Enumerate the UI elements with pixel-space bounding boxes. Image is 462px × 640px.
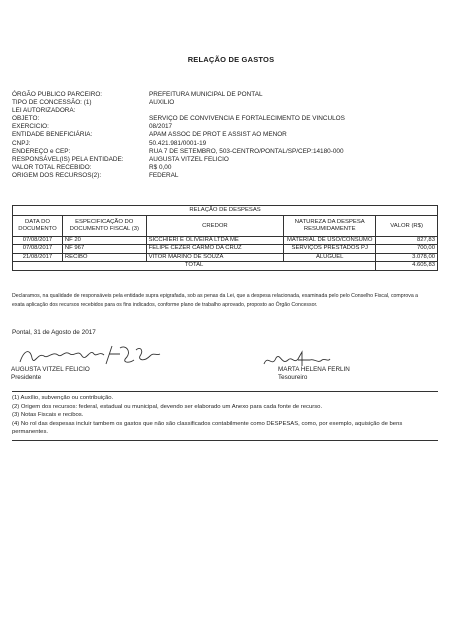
signature-area (0, 342, 462, 381)
info-value: 50.421.981/0001-19 (149, 139, 207, 147)
table-row (13, 245, 438, 253)
header-info (12, 91, 452, 180)
place-date: Pontal, 31 de Agosto de 2017 (12, 329, 96, 336)
signature-name-treasurer: MARTA HELENA FERLIN (278, 366, 350, 373)
info-row (12, 99, 452, 107)
table-row (13, 253, 438, 261)
table-row (13, 237, 438, 245)
total-label: TOTAL (13, 262, 376, 270)
cell-value: 3.078,00 (376, 253, 438, 261)
footnotes (12, 391, 438, 441)
column-header-nature: NATUREZA DA DESPESA RESUMIDAMENTE (284, 216, 376, 237)
info-value: AUGUSTA VITZEL FELICIO (149, 155, 229, 163)
footnote: (2) Origem dos recursos: federal, estadual ou municipal, devendo ser elaborado um Anexo para cada fonte de recurso. (12, 403, 323, 410)
document-title: RELAÇÃO DE GASTOS (187, 55, 275, 64)
footnote: (3) Notas Fiscais e recibos. (12, 412, 84, 419)
info-label: ENTIDADE BENEFICIÁRIA: (12, 131, 93, 139)
info-label: EXERCICIO: (12, 123, 49, 131)
table-total-row (13, 262, 438, 270)
info-value: PREFEITURA MUNICIPAL DE PONTAL (149, 91, 263, 98)
info-row (12, 172, 452, 180)
expenses-table (12, 205, 438, 271)
footnote: (4) No rol das despesas incluir tambem os gastos que não são classificados contabilmente como DESPESAS, como, por exemplo, aquisição de bens permanentes. (12, 420, 403, 436)
info-label: RESPONSÁVEL(IS) PELA ENTIDADE: (12, 155, 124, 163)
info-label: OBJETO: (12, 115, 40, 123)
column-header-value: VALOR (R$) (376, 216, 438, 237)
info-label: ÓRGÃO PUBLICO PARCEIRO: (12, 91, 103, 98)
info-value: AUXILIO (149, 99, 175, 107)
info-label: VALOR TOTAL RECEBIDO: (12, 163, 92, 171)
info-row (12, 115, 452, 123)
cell-document: NF 20 (62, 237, 146, 245)
cell-nature: SERVIÇOS PRESTADOS PJ (284, 245, 376, 253)
cell-document: RECIBO (62, 253, 146, 261)
column-header-date: DATA DO DOCUMENTO (13, 216, 63, 237)
total-value: 4.605,83 (376, 262, 438, 270)
info-row (12, 131, 452, 139)
cell-date: 21/08/2017 (13, 253, 63, 261)
column-header-document: ESPECIFICAÇÃO DO DOCUMENTO FISCAL (3) (62, 216, 146, 237)
info-row (12, 91, 452, 99)
info-value: R$ 0,00 (149, 163, 172, 171)
cell-nature: ALUGUEL (284, 253, 376, 261)
signature-role-president: Presidente (11, 374, 42, 381)
cell-creditor: FELIPE CEZER CARMO DA CRUZ (146, 245, 284, 253)
info-row (12, 148, 452, 156)
column-header-creditor: CREDOR (146, 216, 284, 237)
info-row (12, 140, 452, 148)
info-label: ENDEREÇO e CEP: (12, 147, 71, 155)
cell-value: 827,83 (376, 237, 438, 245)
cell-document: NF 967 (62, 245, 146, 253)
info-label: ORIGEM DOS RECURSOS(2): (12, 171, 102, 179)
info-value: 08/2017 (149, 123, 173, 131)
table-header-row (13, 216, 438, 237)
info-row (12, 107, 452, 115)
info-value: SERVIÇO DE CONVIVENCIA E FORTALECIMENTO DE VINCULOS (149, 115, 345, 123)
info-row (12, 156, 452, 164)
cell-date: 07/08/2017 (13, 245, 63, 253)
table-caption: RELAÇÃO DE DESPESAS (13, 206, 438, 216)
cell-value: 700,00 (376, 245, 438, 253)
cell-date: 07/08/2017 (13, 237, 63, 245)
info-value: FEDERAL (149, 171, 179, 179)
footnote: (1) Auxílio, subvenção ou contribuição. (12, 395, 114, 401)
declaration-text: Declaramos, na qualidade de responsáveis pela entidade supra epigrafada, sob as penas da Lei, que a despesa relacionada, examinada pelo pelo Conselho Fiscal, comprova a exata aplicação dos recursos recebidos para os fins indicados, conforme plano de trabalho aprovado, proposto ao Órgão Concessor. (12, 293, 419, 308)
cell-nature: MATERIAL DE USO/CONSUMO (284, 237, 376, 245)
info-label: TIPO DE CONCESSÃO: (1) (12, 99, 92, 107)
info-value: RUA 7 DE SETEMBRO, 503-CENTRO/PONTAL/SP/CEP:14180-000 (149, 147, 344, 155)
cell-creditor: VITOR MARINO DE SOUZA (146, 253, 284, 261)
info-row (12, 164, 452, 172)
signature-role-treasurer: Tesoureiro (278, 374, 308, 381)
info-value: APAM ASSOC DE PROT E ASSIST AO MENOR (149, 131, 287, 139)
info-label: CNPJ: (12, 139, 31, 147)
signature-name-president: AUGUSTA VITZEL FELICIO (11, 366, 90, 373)
cell-creditor: SICCHIERI E OLIVEIRA LTDA ME (146, 237, 284, 245)
info-label: LEI AUTORIZADORA: (12, 107, 76, 115)
